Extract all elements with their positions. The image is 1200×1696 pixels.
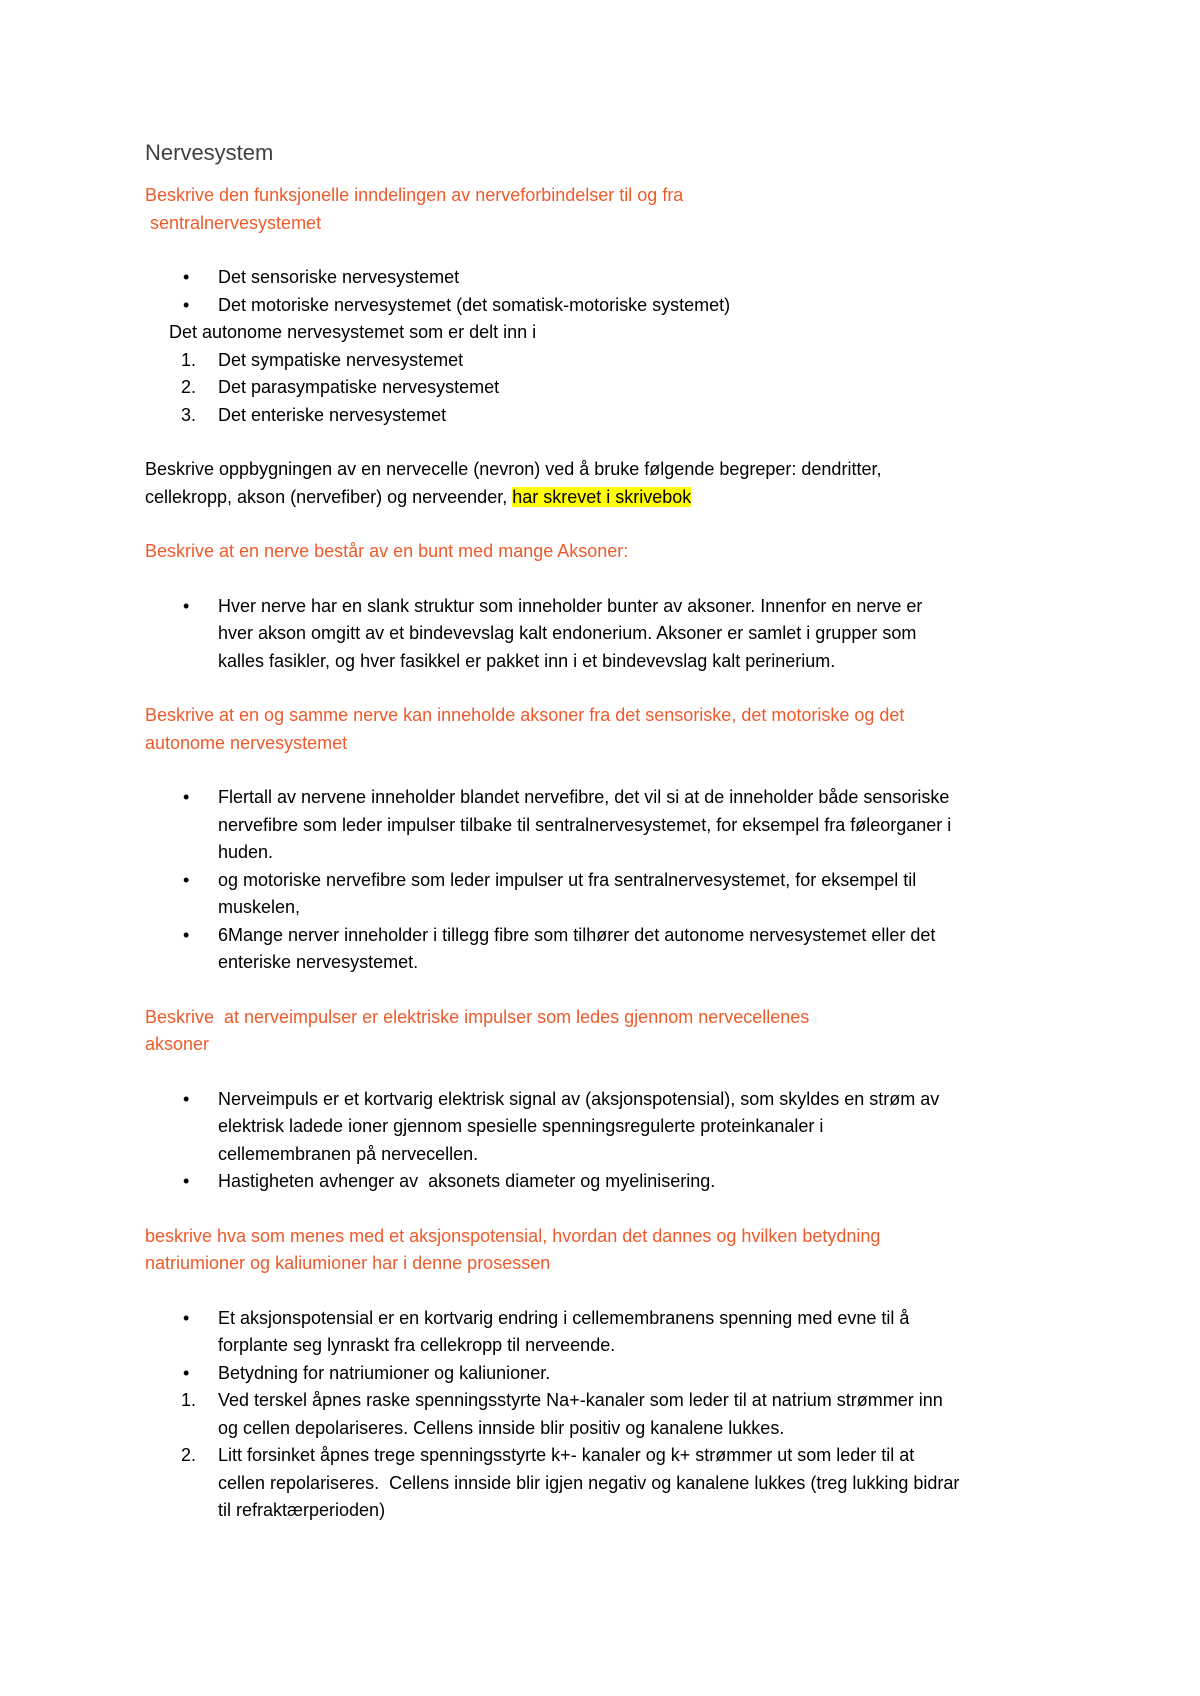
list-item — [145, 1442, 1075, 1525]
list-item-line: enteriske nervesystemet. — [218, 952, 419, 972]
list-item-line: cellen repolariseres. Cellens innside blir igjen negativ og kanalene lukkes (treg lukking bidrar — [218, 1472, 960, 1493]
list-intro: Det autonome nervesystemet som er delt inn i — [169, 322, 537, 342]
bullet-list — [145, 784, 1075, 977]
list-item-line: Ved terskel åpnes raske spenningsstyrte Na+-kanaler som leder til at natrium strømmer inn — [218, 1390, 943, 1410]
heading-line: autonome nervesystemet — [145, 732, 348, 753]
document-title: Nervesystem — [145, 140, 274, 165]
list-item-text: Det sensoriske nervesystemet — [218, 267, 460, 287]
list-item-line: cellemembranen på nervecellen. — [218, 1143, 479, 1164]
bullet-list — [145, 1086, 1075, 1196]
list-number: 2. — [181, 377, 197, 397]
list-item-line: Nerveimpuls er et kortvarig elektrisk signal av (aksjonspotensial), som skyldes en strøm av — [218, 1088, 940, 1109]
list-item-line: til refraktærperioden) — [218, 1500, 386, 1520]
list-item-line: og motoriske nervefibre som leder impulser ut fra sentralnervesystemet, for eksempel til — [218, 869, 917, 890]
list-item — [145, 374, 1075, 402]
list-item — [145, 1387, 1075, 1442]
heading-line: natriumioner og kaliumioner har i denne prosessen — [145, 1253, 551, 1273]
list-number: 2. — [181, 1445, 197, 1465]
bullet-icon: • — [183, 869, 190, 890]
list-item-line: Flertall av nervene inneholder blandet nervefibre, det vil si at de inneholder både sensoriske — [218, 787, 950, 807]
bullet-icon: • — [183, 267, 190, 287]
highlighted-note: har skrevet i skrivebok — [512, 486, 692, 507]
neuron-structure-paragraph — [145, 456, 1075, 511]
list-item-line: huden. — [218, 842, 274, 862]
paragraph-line: Beskrive oppbygningen av en nervecelle (nevron) ved å bruke følgende begreper: dendritter, — [145, 459, 882, 479]
list-item-text: Det sympatiske nervesystemet — [218, 349, 464, 370]
list-number: 1. — [181, 1390, 197, 1410]
heading-line: sentralnervesystemet — [145, 212, 322, 233]
list-item-line: muskelen, — [218, 897, 301, 917]
bullet-icon: • — [183, 1171, 190, 1191]
list-item — [145, 264, 1075, 292]
bullet-icon: • — [183, 294, 190, 315]
list-item — [145, 867, 1075, 922]
bullet-list — [145, 593, 1075, 676]
list-item-line: hver akson omgitt av et bindevevslag kalt endonerium. Aksoner er samlet i grupper som — [218, 623, 917, 643]
list-item-text: Det motoriske nervesystemet (det somatisk-motoriske systemet) — [218, 294, 731, 315]
list-item — [145, 1086, 1075, 1169]
heading-line: beskrive hva som menes med et aksjonspotensial, hvordan det dannes og hvilken betydning — [145, 1225, 881, 1246]
heading-line: Beskrive at en nerve består av en bunt med mange Aksoner: — [145, 541, 629, 561]
list-item-line: Hastigheten avhenger av aksonets diameter og myelinisering. — [218, 1171, 716, 1191]
heading-line: aksoner — [145, 1034, 210, 1054]
paragraph-line: cellekropp, akson (nervefiber) og nerveender, — [145, 486, 513, 507]
list-item-line: og cellen depolariseres. Cellens innside blir positiv og kanalene lukkes. — [218, 1417, 785, 1438]
numbered-list — [145, 347, 1075, 430]
bullet-icon: • — [183, 1088, 190, 1109]
section-heading-functional-division — [145, 182, 1075, 237]
bullet-list — [145, 264, 1075, 319]
list-item — [145, 593, 1075, 676]
list-item-line: Betydning for natriumioner og kaliunioner. — [218, 1362, 551, 1383]
section-heading-mixed-nerves — [145, 702, 1075, 757]
document-content — [145, 138, 1075, 1525]
section-heading-nerve-bundle — [145, 538, 1075, 566]
list-item — [145, 347, 1075, 375]
list-number: 3. — [181, 404, 197, 425]
list-item — [145, 292, 1075, 320]
list-item-text: Det enteriske nervesystemet — [218, 404, 447, 425]
heading-line: Beskrive den funksjonelle inndelingen av nerveforbindelser til og fra — [145, 185, 684, 205]
list-item-line: nervefibre som leder impulser tilbake til sentralnervesystemet, for eksempel fra føleorganer i — [218, 814, 952, 835]
list-item-line: elektrisk ladede ioner gjennom spesielle spenningsregulerte proteinkanaler i — [218, 1116, 824, 1136]
list-item — [145, 402, 1075, 430]
list-item-line: kalles fasikler, og hver fasikkel er pakket inn i et bindevevslag kalt perinerium. — [218, 650, 836, 671]
bullet-icon: • — [183, 924, 190, 945]
bullet-icon: • — [183, 1362, 190, 1383]
list-item — [145, 1360, 1075, 1388]
bullet-icon: • — [183, 595, 190, 616]
bullet-list — [145, 1305, 1075, 1388]
bullet-icon: • — [183, 1307, 190, 1328]
list-item — [145, 784, 1075, 867]
list-item-line: Litt forsinket åpnes trege spenningsstyrte k+- kanaler og k+ strømmer ut som leder til at — [218, 1445, 915, 1465]
list-item — [145, 1168, 1075, 1196]
list-item-line: Et aksjonspotensial er en kortvarig endring i cellemembranens spenning med evne til å — [218, 1307, 910, 1328]
heading-line: Beskrive at nerveimpulser er elektriske impulser som ledes gjennom nervecellenes — [145, 1006, 810, 1027]
heading-line: Beskrive at en og samme nerve kan inneholde aksoner fra det sensoriske, det motoriske og det — [145, 705, 905, 725]
list-item-line: 6Mange nerver inneholder i tillegg fibre som tilhører det autonome nervesystemet eller det — [218, 924, 936, 945]
list-item-text: Det parasympatiske nervesystemet — [218, 377, 500, 397]
section-heading-action-potential — [145, 1223, 1075, 1278]
section-heading-nerve-impulses — [145, 1004, 1075, 1059]
list-number: 1. — [181, 349, 197, 370]
bullet-icon: • — [183, 787, 190, 807]
list-item — [145, 922, 1075, 977]
list-item-line: Hver nerve har en slank struktur som inneholder bunter av aksoner. Innenfor en nerve er — [218, 595, 923, 616]
numbered-list — [145, 1387, 1075, 1525]
list-item-line: forplante seg lynraskt fra cellekropp til nerveende. — [218, 1335, 616, 1355]
list-item — [145, 1305, 1075, 1360]
